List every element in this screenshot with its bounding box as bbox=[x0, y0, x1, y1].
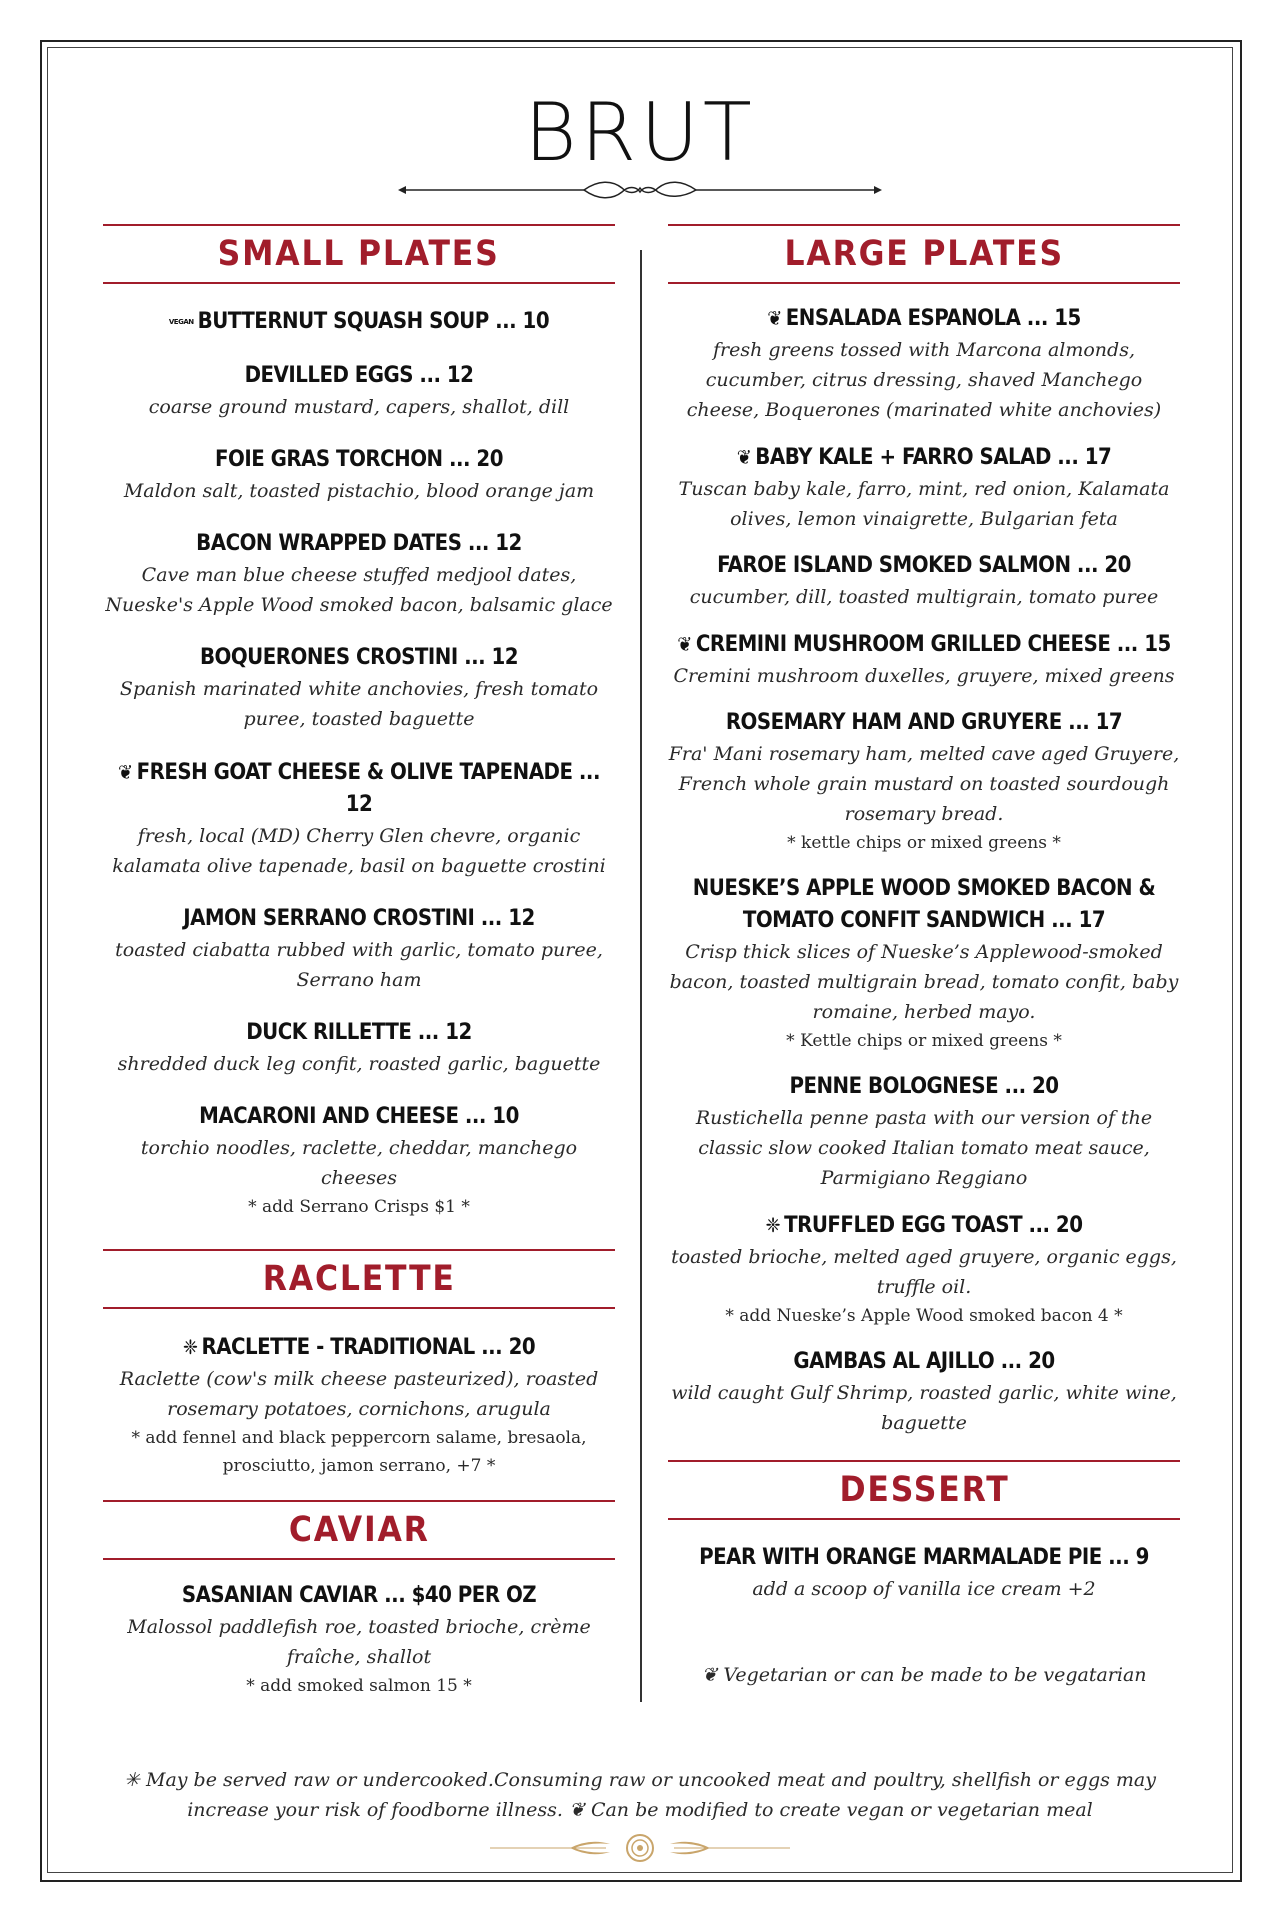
menu-item bbox=[668, 707, 1180, 857]
menu-item-description: Cave man blue cheese stuffed medjool dates, Nueske's Apple Wood smoked bacon, balsamic glace bbox=[105, 564, 613, 616]
menu-item-description: toasted brioche, melted aged gruyere, organic eggs, truffle oil. bbox=[671, 1246, 1177, 1298]
menu-item bbox=[668, 302, 1180, 425]
menu-item-name bbox=[103, 306, 615, 338]
menu-item-description: fresh greens tossed with Marcona almonds, cucumber, citrus dressing, shaved Manchego cheese, Boquerones (marinated white anchovies) bbox=[686, 339, 1162, 421]
vegetarian-legend bbox=[668, 1664, 1180, 1686]
leaf-icon: ❦ bbox=[568, 1799, 585, 1821]
menu-item bbox=[103, 360, 615, 422]
menu-item-name bbox=[668, 1071, 1180, 1103]
menu-item-description: Malossol paddlefish roe, toasted brioche, crème fraîche, shallot bbox=[127, 1616, 591, 1668]
menu-item-title: DEVILLED EGGS ... 12 bbox=[244, 363, 474, 388]
footer-ornament bbox=[490, 1832, 790, 1864]
menu-item bbox=[103, 306, 615, 338]
footer-disclaimer bbox=[110, 1765, 1170, 1825]
menu-item-title: FRESH GOAT CHEESE & OLIVE TAPENADE ... 12 bbox=[136, 760, 600, 817]
menu-item bbox=[103, 756, 615, 881]
menu-item-description: torchio noodles, raclette, cheddar, manchego cheeses bbox=[140, 1137, 578, 1189]
menu-item-name bbox=[668, 1209, 1180, 1242]
menu-item-name bbox=[103, 444, 615, 476]
menu-item-title: CREMINI MUSHROOM GRILLED CHEESE ... 15 bbox=[695, 632, 1171, 657]
menu-item-description: Tuscan baby kale, farro, mint, red onion, Kalamata olives, lemon vinaigrette, Bulgarian feta bbox=[678, 478, 1170, 530]
menu-item-title: FAROE ISLAND SMOKED SALMON ... 20 bbox=[717, 553, 1131, 578]
menu-item-name bbox=[668, 707, 1180, 739]
caviar-header bbox=[103, 1500, 615, 1560]
menu-item-description: Raclette (cow's milk cheese pasteurized), roasted rosemary potatoes, cornichons, arugula bbox=[119, 1368, 599, 1420]
menu-item bbox=[668, 1542, 1180, 1604]
vegan-tag: VEGAN bbox=[168, 318, 194, 326]
menu-item-addon: * add Nueske’s Apple Wood smoked bacon 4 * bbox=[725, 1306, 1123, 1326]
leaf-icon: ❦ bbox=[701, 1664, 724, 1686]
menu-item-addon: * add smoked salmon 15 * bbox=[246, 1676, 472, 1696]
menu-item-addon: * add Serrano Crisps $1 * bbox=[248, 1197, 470, 1217]
small-plates-header bbox=[103, 224, 615, 284]
menu-item-title: BOQUERONES CROSTINI ... 12 bbox=[199, 645, 519, 670]
menu-item-description: Cremini mushroom duxelles, gruyere, mixed greens bbox=[673, 665, 1175, 687]
menu-item-title: MACARONI AND CHEESE ... 10 bbox=[199, 1104, 519, 1129]
menu-item-name bbox=[668, 1542, 1180, 1574]
menu-item-name bbox=[103, 903, 615, 935]
menu-item-addon: * kettle chips or mixed greens * bbox=[787, 833, 1061, 853]
menu-item bbox=[668, 1209, 1180, 1330]
menu-item-title: ENSALADA ESPANOLA ... 15 bbox=[785, 306, 1081, 331]
menu-item bbox=[103, 528, 615, 620]
menu-item bbox=[103, 444, 615, 506]
menu-item bbox=[103, 1101, 615, 1221]
menu-item-title: TRUFFLED EGG TOAST ... 20 bbox=[784, 1213, 1083, 1238]
menu-item-title: BACON WRAPPED DATES ... 12 bbox=[196, 531, 522, 556]
right-column bbox=[668, 224, 1180, 1686]
restaurant-title: BRUT bbox=[524, 86, 756, 179]
menu-item-title: JAMON SERRANO CROSTINI ... 12 bbox=[183, 906, 535, 931]
menu-item-name bbox=[103, 642, 615, 674]
menu-item bbox=[668, 1346, 1180, 1438]
menu-item-description: cucumber, dill, toasted multigrain, tomato puree bbox=[689, 586, 1159, 608]
menu-item bbox=[103, 1017, 615, 1079]
menu-item bbox=[668, 628, 1180, 691]
menu-item-description: Rustichella penne pasta with our version of the classic slow cooked Italian tomato meat sauce, Parmigiano Reggiano bbox=[695, 1107, 1153, 1189]
menu-item-description: Maldon salt, toasted pistachio, blood orange jam bbox=[123, 480, 595, 502]
menu-item-description: Crisp thick slices of Nueske’s Applewood-smoked bacon, toasted multigrain bread, tomato confit, baby romaine, herbed mayo. bbox=[669, 941, 1179, 1023]
menu-item-description: Spanish marinated white anchovies, fresh tomato puree, toasted baguette bbox=[119, 678, 599, 730]
menu-item-addon: * add fennel and black peppercorn salame, bresaola, prosciutto, jamon serrano, +7 * bbox=[131, 1428, 587, 1476]
menu-item bbox=[103, 642, 615, 734]
section-title: CAVIAR bbox=[288, 1510, 430, 1550]
menu-item-title: GAMBAS AL AJILLO ... 20 bbox=[793, 1349, 1055, 1374]
menu-item-title: BABY KALE + FARRO SALAD ... 17 bbox=[755, 445, 1112, 470]
section-title: RACLETTE bbox=[262, 1259, 456, 1299]
menu-item bbox=[103, 1331, 615, 1480]
menu-item-name bbox=[103, 360, 615, 392]
menu-item bbox=[668, 550, 1180, 612]
menu-item-title: SASANIAN CAVIAR ... $40 PER OZ bbox=[181, 1583, 537, 1608]
section-title: SMALL PLATES bbox=[218, 234, 500, 274]
title-ornament-rule bbox=[398, 170, 882, 210]
menu-item-name bbox=[668, 550, 1180, 582]
menu-item-addon: * Kettle chips or mixed greens * bbox=[786, 1031, 1062, 1051]
menu-item-title: PEAR WITH ORANGE MARMALADE PIE ... 9 bbox=[699, 1545, 1149, 1570]
legend-text: Vegetarian or can be made to be vegatarian bbox=[723, 1664, 1147, 1686]
menu-item-name bbox=[103, 528, 615, 560]
menu-item-description: add a scoop of vanilla ice cream +2 bbox=[752, 1578, 1096, 1600]
menu-item-title: DUCK RILLETTE ... 12 bbox=[246, 1020, 472, 1045]
menu-item-title: FOIE GRAS TORCHON ... 20 bbox=[215, 447, 503, 472]
menu-item-title: ROSEMARY HAM AND GRUYERE ... 17 bbox=[725, 710, 1123, 735]
snowflake-icon: ❈ bbox=[182, 1335, 198, 1359]
section-title: DESSERT bbox=[838, 1470, 1010, 1510]
section-title: LARGE PLATES bbox=[784, 234, 1064, 274]
menu-item-description: wild caught Gulf Shrimp, roasted garlic, white wine, baguette bbox=[671, 1382, 1177, 1434]
menu-item-name bbox=[103, 1331, 615, 1364]
menu-item-name bbox=[668, 628, 1180, 661]
menu-item-name bbox=[103, 756, 615, 821]
menu-item-description: shredded duck leg confit, roasted garlic, baguette bbox=[117, 1053, 601, 1075]
menu-item bbox=[103, 1580, 615, 1700]
menu-item bbox=[668, 873, 1180, 1055]
menu-item-description: coarse ground mustard, capers, shallot, dill bbox=[148, 396, 570, 418]
footer-veg-text: Can be modified to create vegan or vegetarian meal bbox=[590, 1799, 1093, 1821]
snowflake-icon: ✳ bbox=[124, 1769, 140, 1791]
menu-item-name bbox=[103, 1017, 615, 1049]
menu-item-title: RACLETTE - TRADITIONAL ... 20 bbox=[201, 1335, 536, 1360]
menu-item bbox=[103, 903, 615, 995]
dessert-header bbox=[668, 1460, 1180, 1520]
menu-item-title: PENNE BOLOGNESE ... 20 bbox=[789, 1074, 1059, 1099]
leaf-icon: ❦ bbox=[736, 445, 752, 469]
menu-item-name bbox=[668, 873, 1180, 937]
menu-item-name bbox=[103, 1580, 615, 1612]
menu-item-name bbox=[103, 1101, 615, 1133]
menu-item-description: Fra' Mani rosemary ham, melted cave aged Gruyere, French whole grain mustard on toasted sourdough rosemary bread. bbox=[668, 743, 1180, 825]
menu-item-title: NUESKE’S APPLE WOOD SMOKED BACON & TOMATO CONFIT SANDWICH ... 17 bbox=[692, 876, 1156, 933]
menu-item bbox=[668, 1071, 1180, 1193]
menu-item-name bbox=[668, 302, 1180, 335]
large-plates-header bbox=[668, 224, 1180, 284]
menu-item bbox=[668, 441, 1180, 534]
menu-item-description: toasted ciabatta rubbed with garlic, tomato puree, Serrano ham bbox=[115, 939, 603, 991]
menu-item-name bbox=[668, 441, 1180, 474]
raclette-header bbox=[103, 1249, 615, 1309]
left-column bbox=[103, 224, 615, 1700]
leaf-icon: ❦ bbox=[767, 306, 782, 330]
menu-item-name bbox=[668, 1346, 1180, 1378]
leaf-icon: ❦ bbox=[118, 760, 133, 784]
snowflake-icon: ❈ bbox=[765, 1213, 781, 1237]
column-divider bbox=[640, 250, 642, 1702]
leaf-icon: ❦ bbox=[677, 632, 692, 656]
menu-item-title: BUTTERNUT SQUASH SOUP ... 10 bbox=[197, 309, 550, 334]
footer-raw-text: May be served raw or undercooked.Consuming raw or uncooked meat and poultry, shellfish or eggs may increase your risk of foodborne illness. bbox=[146, 1769, 1156, 1821]
menu-item-description: fresh, local (MD) Cherry Glen chevre, organic kalamata olive tapenade, basil on baguette crostini bbox=[112, 825, 606, 877]
